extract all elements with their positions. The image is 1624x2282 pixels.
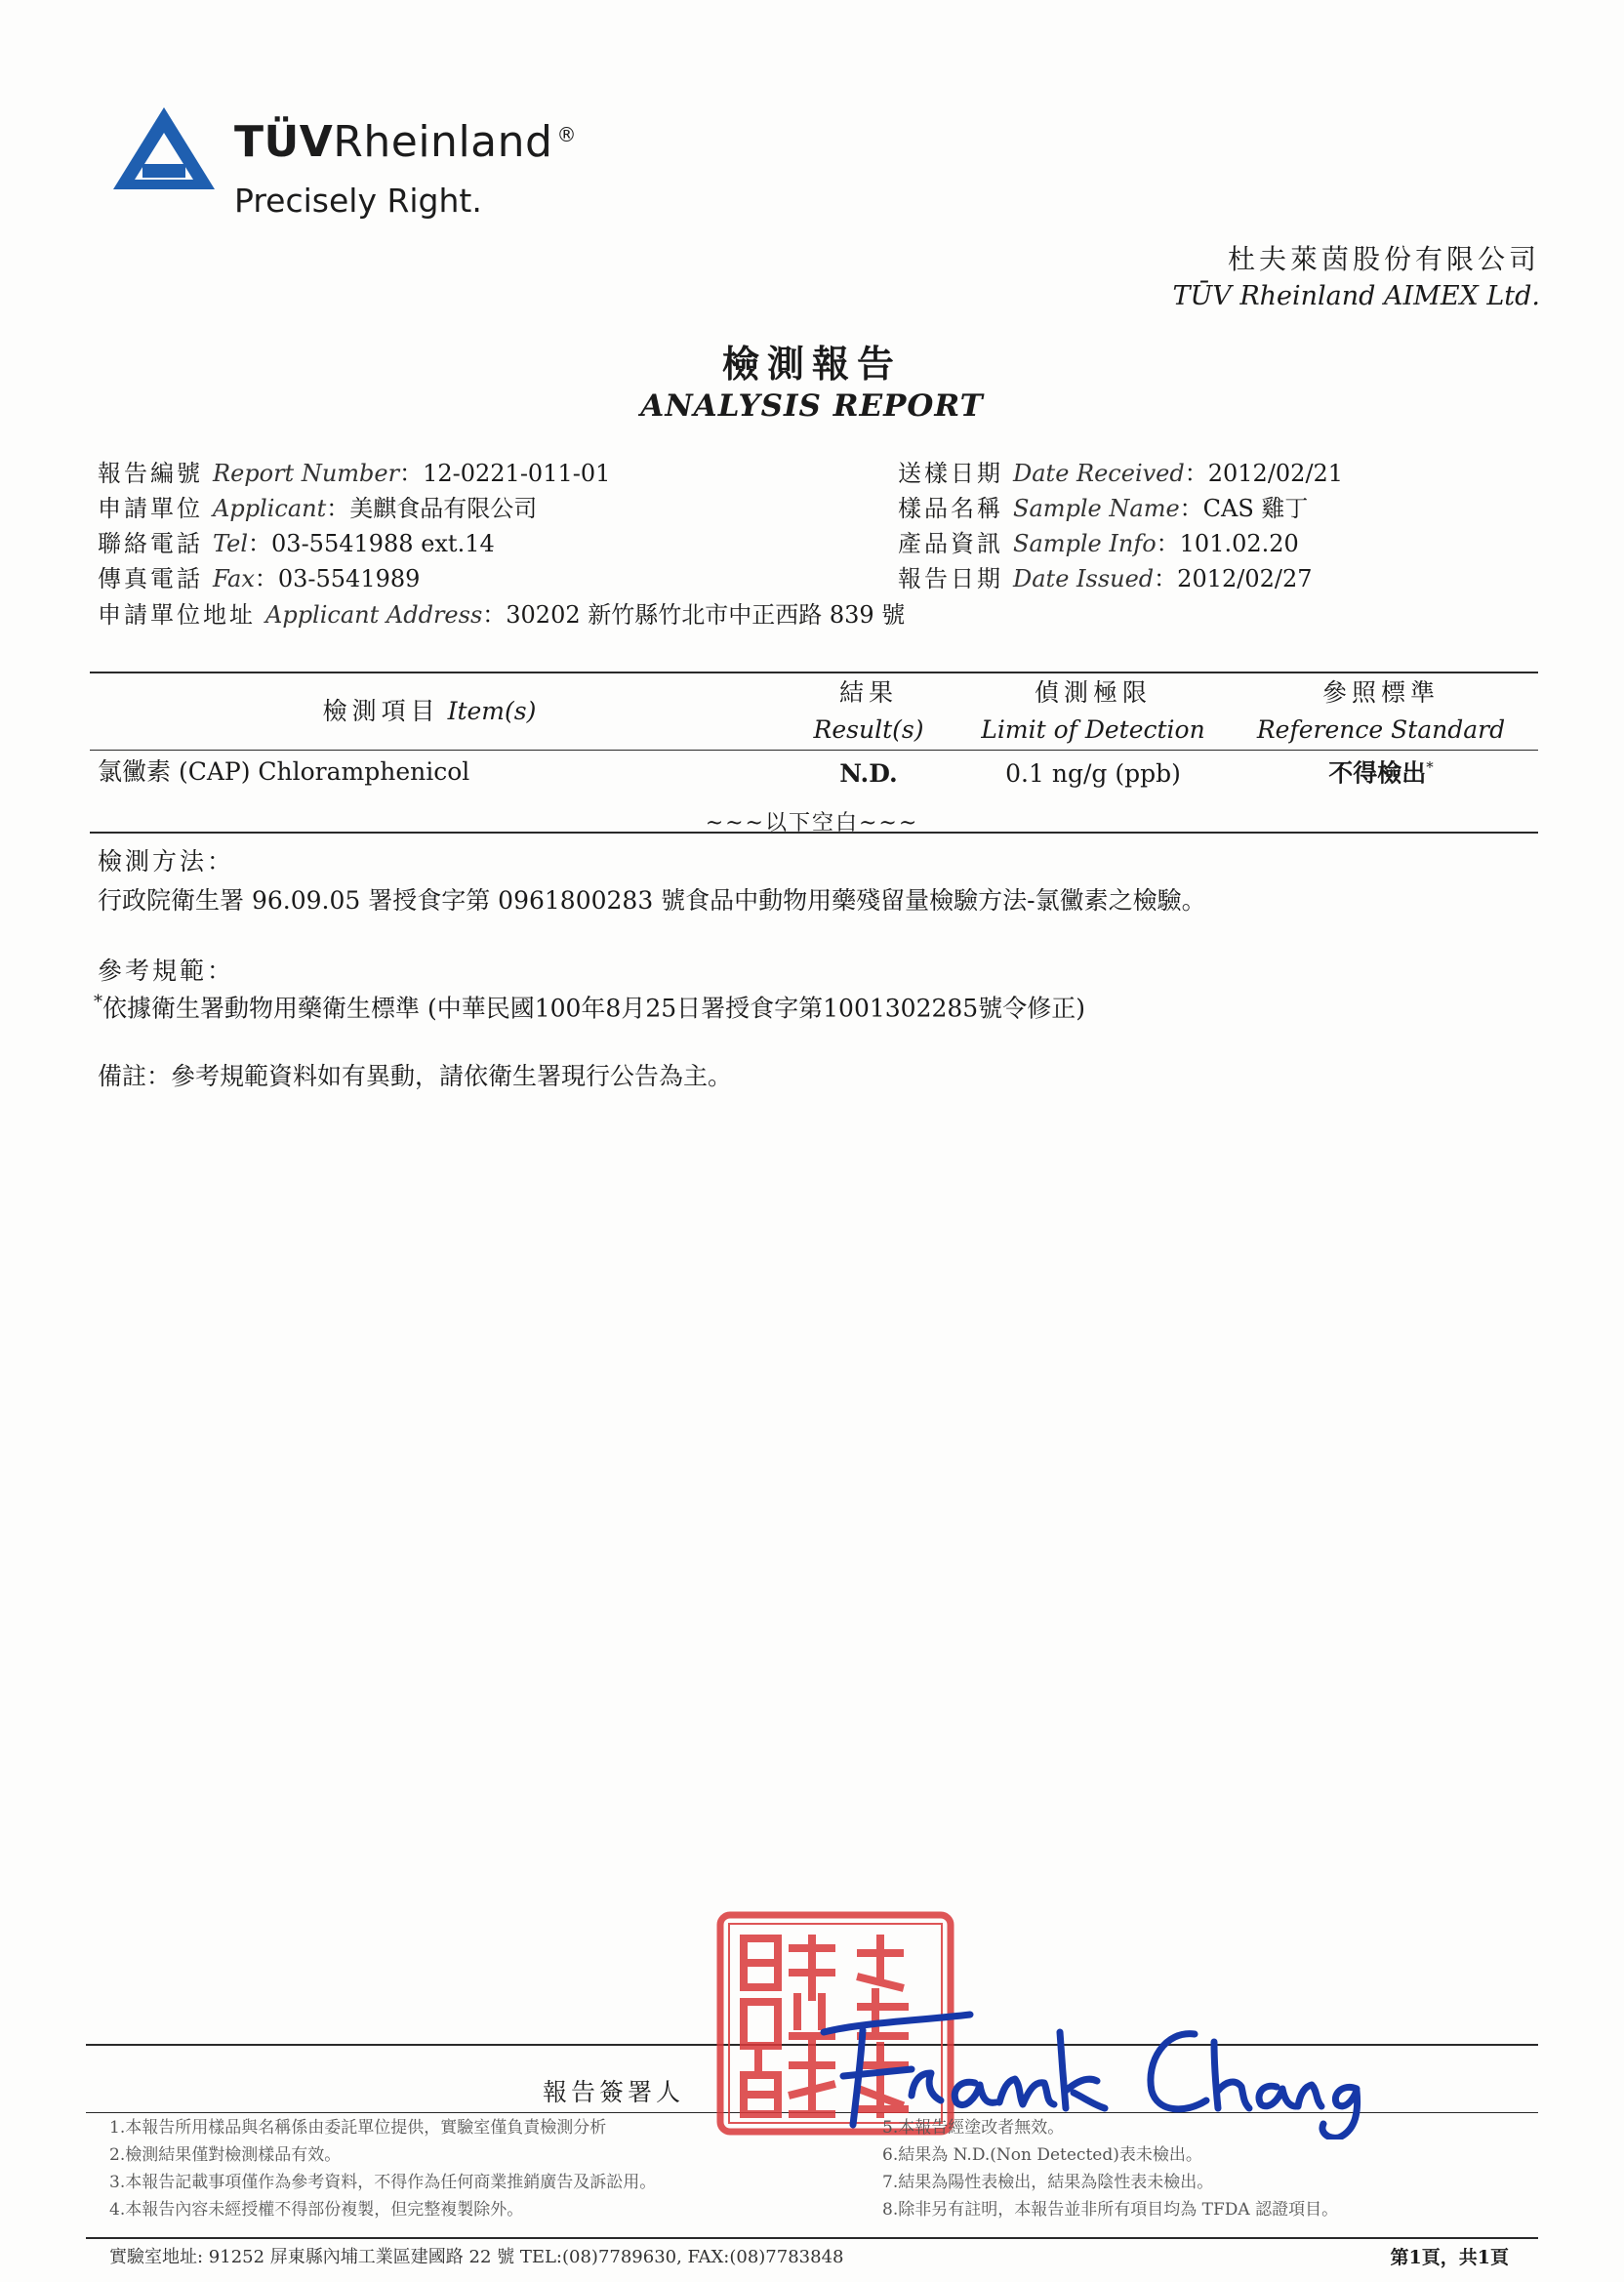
reference-label: 參考規範： [98, 957, 235, 985]
company-name-zh: 杜夫萊茵股份有限公司 [1227, 243, 1540, 275]
report-title-en: ANALYSIS REPORT [640, 388, 984, 424]
header-item: 檢測項目 Item(s) [322, 697, 537, 725]
footer-rule [86, 2237, 1538, 2239]
header-result-zh: 結果 [838, 678, 898, 707]
signer-label: 報告簽署人 [543, 2078, 685, 2106]
note-1: 1.本報告所用樣品與名稱係由委託單位提供，實驗室僅負責檢測分析 [109, 2118, 607, 2138]
header-ref-en: Reference Standard [1256, 715, 1506, 744]
row-ref: 不得檢出* [1328, 758, 1434, 788]
field-sample-name: 樣品名稱 Sample Name：CAS 雞丁 [898, 495, 1309, 522]
report-title-zh: 檢測報告 [721, 342, 902, 386]
header-lod-zh: 偵測極限 [1034, 678, 1152, 707]
field-sample-info: 產品資訊 Sample Info：101.02.20 [898, 530, 1299, 557]
field-applicant-address: 申請單位地址 Applicant Address：30202 新竹縣竹北市中正西路 839 號 [98, 601, 906, 629]
field-fax: 傳真電話 Fax：03-5541989 [98, 565, 421, 592]
triangle-logo-icon [109, 103, 219, 193]
field-date-received: 送樣日期 Date Received：2012/02/21 [898, 460, 1344, 487]
note-4: 4.本報告內容未經授權不得部份複製，但完整複製除外。 [109, 2200, 524, 2220]
note-6: 6.結果為 N.D.(Non Detected)表未檢出。 [882, 2145, 1202, 2165]
reference-text: *依據衛生署動物用藥衛生標準 (中華民國100年8月25日署授食字第1001302285號令修正) [94, 992, 1085, 1023]
table-top-rule [90, 672, 1538, 673]
note-3: 3.本報告記載事項僅作為參考資料，不得作為任何商業推銷廣告及訴訟用。 [109, 2173, 657, 2192]
method-label: 檢測方法： [98, 847, 235, 876]
field-tel: 聯絡電話 Tel：03-5541988 ext.14 [98, 530, 495, 557]
note-8: 8.除非另有註明，本報告並非所有項目均為 TFDA 認證項目。 [882, 2200, 1339, 2220]
row-item: 氯黴素 (CAP) Chloramphenicol [98, 757, 470, 786]
company-name-en: TŪV Rheinland AIMEX Ltd. [1172, 281, 1540, 311]
field-report-number: 報告編號 Report Number：12-0221-011-01 [98, 460, 611, 487]
note-2: 2.檢測結果僅對檢測樣品有效。 [109, 2145, 342, 2165]
blank-below-marker: ~~~以下空白~~~ [705, 811, 919, 835]
header-lod-en: Limit of Detection [981, 715, 1205, 744]
note-7: 7.結果為陽性表檢出，結果為陰性表未檢出。 [882, 2173, 1214, 2192]
logo-brand: TÜVRheinland ® [234, 117, 577, 167]
tuv-logo [109, 96, 617, 232]
lab-address: 實驗室地址: 91252 屏東縣內埔工業區建國路 22 號 TEL:(08)7789630, FAX:(08)7783848 [109, 2247, 844, 2267]
header-result-en: Result(s) [813, 715, 924, 744]
remark: 備註：參考規範資料如有異動，請依衛生署現行公告為主。 [98, 1062, 733, 1090]
row-result: N.D. [839, 759, 898, 788]
page-number: 第1頁，共1頁 [1390, 2247, 1509, 2268]
row-lod: 0.1 ng/g (ppb) [1005, 759, 1181, 788]
field-applicant: 申請單位 Applicant：美麒食品有限公司 [98, 495, 538, 522]
table-header-rule [90, 750, 1538, 751]
header-ref-zh: 參照標準 [1321, 678, 1440, 707]
method-text: 行政院衛生署 96.09.05 署授食字第 0961800283 號食品中動物用藥殘留量檢驗方法-氯黴素之檢驗。 [98, 886, 1206, 915]
field-date-issued: 報告日期 Date Issued：2012/02/27 [898, 565, 1313, 592]
table-bottom-rule [90, 832, 1538, 834]
note-5: 5.本報告經塗改者無效。 [882, 2118, 1065, 2138]
logo-tagline: Precisely Right. [234, 182, 482, 220]
